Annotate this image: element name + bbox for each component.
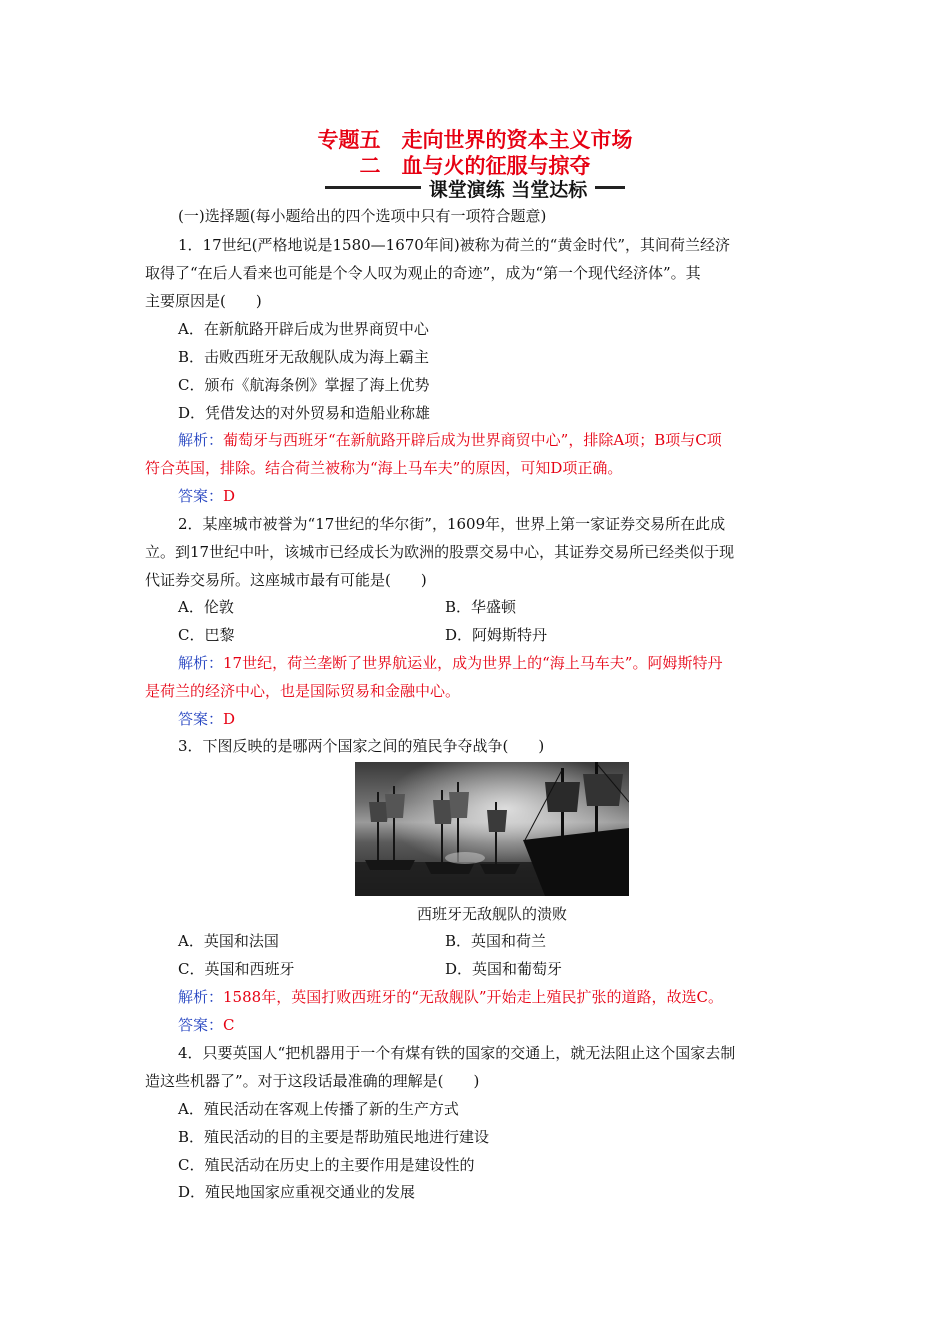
- q3-option-c: C．英国和西班牙: [178, 960, 295, 978]
- q1-answer: [178, 486, 235, 506]
- q4-option-a: A．殖民活动在客观上传播了新的生产方式: [178, 1100, 459, 1118]
- page-subtitle: 二 血与火的征服与掠夺: [359, 154, 591, 178]
- answer-value: D: [223, 710, 236, 728]
- q2-text-line: 立。到17世纪中叶，该城市已经成长为欧洲的股票交易中心，其证券交易所已经类似于现: [145, 543, 735, 561]
- q1-option-d: D．凭借发达的对外贸易和造船业称雄: [178, 404, 431, 422]
- q1-text-line: 取得了“在后人看来也可能是个令人叹为观止的奇迹”，成为“第一个现代经济体”。其: [145, 264, 701, 282]
- answer-value: D: [223, 487, 236, 505]
- armada-painting: [355, 762, 629, 896]
- analysis-label: 解析：: [178, 654, 224, 672]
- q4-option-d: D．殖民地国家应重视交通业的发展: [178, 1183, 416, 1201]
- q1-analysis: [178, 430, 722, 450]
- q1-analysis-line: 符合英国，排除。结合荷兰被称为“海上马车夫”的原因，可知D项正确。: [145, 459, 623, 477]
- banner-text: 课堂演练 当堂达标: [428, 179, 588, 201]
- banner-rule-right: [595, 186, 625, 189]
- page-title: 专题五 走向世界的资本主义市场: [317, 128, 633, 152]
- q2-analysis-line: 是荷兰的经济中心，也是国际贸易和金融中心。: [145, 682, 461, 700]
- q4-option-c: C．殖民活动在历史上的主要作用是建设性的: [178, 1156, 475, 1174]
- q2-option-d: D．阿姆斯特丹: [445, 626, 548, 644]
- q4-text-line: 造这些机器了”。对于这段话最准确的理解是( ): [145, 1072, 480, 1090]
- analysis-text: 17世纪，荷兰垄断了世界航运业，成为世界上的“海上马车夫”。阿姆斯特丹: [223, 654, 723, 672]
- q1-text-line: 1．17世纪(严格地说是1580—1670年间)被称为荷兰的“黄金时代”，其间荷兰经济: [178, 236, 731, 254]
- q3-analysis: [178, 987, 723, 1007]
- analysis-label: 解析：: [178, 431, 224, 449]
- analysis-label: 解析：: [178, 988, 224, 1006]
- answer-label: 答案：: [178, 1016, 224, 1034]
- ships-illustration: [355, 762, 629, 896]
- analysis-text: 1588年，英国打败西班牙的“无敌舰队”开始走上殖民扩张的道路，故选C。: [223, 988, 724, 1006]
- analysis-text: 葡萄牙与西班牙“在新航路开辟后成为世界商贸中心”，排除A项；B项与C项: [223, 431, 722, 449]
- q3-text-line: 3．下图反映的是哪两个国家之间的殖民争夺战争( ): [178, 737, 545, 755]
- q4-option-b: B．殖民活动的目的主要是帮助殖民地进行建设: [178, 1128, 490, 1146]
- q1-option-b: B．击败西班牙无敌舰队成为海上霸主: [178, 348, 430, 366]
- q2-option-b: B．华盛顿: [445, 598, 517, 616]
- section-intro: (一)选择题(每小题给出的四个选项中只有一项符合题意): [178, 207, 547, 225]
- section-banner: [325, 175, 625, 199]
- answer-value: C: [223, 1016, 235, 1034]
- q1-text-line: 主要原因是( ): [145, 292, 262, 310]
- q2-analysis: [178, 653, 722, 673]
- q3-option-b: B．英国和荷兰: [445, 932, 547, 950]
- q2-answer: [178, 709, 235, 729]
- q2-text-line: 代证券交易所。这座城市最有可能是( ): [145, 571, 427, 589]
- q2-option-a: A．伦敦: [178, 598, 234, 616]
- q2-option-c: C．巴黎: [178, 626, 235, 644]
- answer-label: 答案：: [178, 710, 224, 728]
- banner-rule-left: [325, 186, 421, 189]
- q4-text-line: 4．只要英国人“把机器用于一个有煤有铁的国家的交通上，就无法阻止这个国家去制: [178, 1044, 736, 1062]
- q3-answer: [178, 1015, 235, 1035]
- image-caption: 西班牙无敌舰队的溃败: [416, 905, 567, 923]
- q3-option-a: A．英国和法国: [178, 932, 279, 950]
- answer-label: 答案：: [178, 487, 224, 505]
- q1-option-a: A．在新航路开辟后成为世界商贸中心: [178, 320, 429, 338]
- q3-option-d: D．英国和葡萄牙: [445, 960, 563, 978]
- q1-option-c: C．颁布《航海条例》掌握了海上优势: [178, 376, 430, 394]
- q2-text-line: 2．某座城市被誉为“17世纪的华尔街”，1609年，世界上第一家证券交易所在此成: [178, 515, 726, 533]
